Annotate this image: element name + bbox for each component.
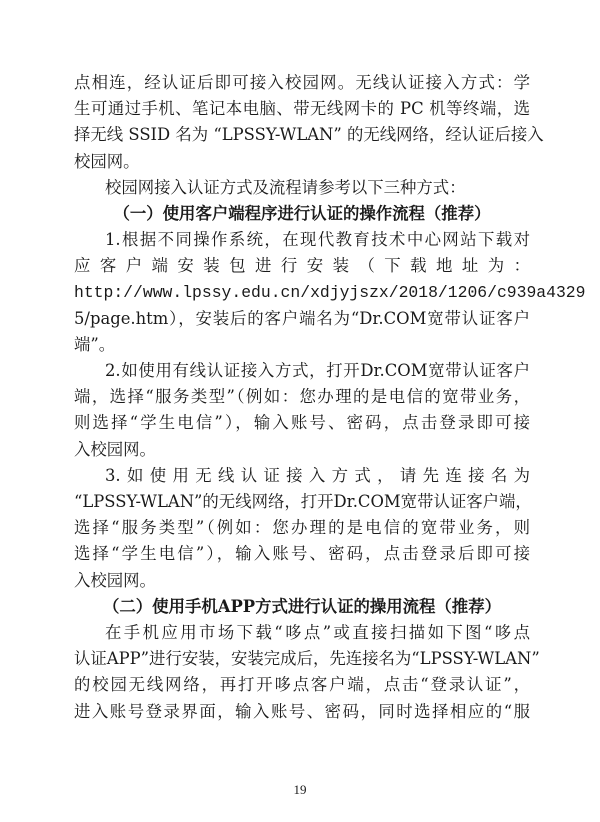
text-line: 进入账号登录界面，输入账号、密码，同时选择相应的“服 [74,701,530,721]
text-line: “LPSSY-WLAN”的无线网络，打开Dr.COM宽带认证客户端， [74,492,532,511]
text-line: 校园网。 [74,151,140,171]
text-line: 生可通过手机、笔记本电脑、带无线网卡的 PC 机等终端，选 [74,99,530,119]
text-line: 择无线 SSID 名为 “LPSSY-WLAN” 的无线网络，经认证后接入 [74,125,544,145]
body-text [74,70,586,725]
text-line: 校园网接入认证方式及流程请参考以下三种方式： [105,177,466,197]
text-line: 选择“服务类型”（例如：您办理的是电信的宽带业务，则 [74,518,530,538]
text-line: 入校园网。 [74,570,156,590]
text-line: 在手机应用市场下载“哆点”或直接扫描如下图“哆点 [105,622,530,642]
text-line: 点相连，经认证后即可接入校园网。无线认证接入方式：学 [74,73,530,92]
text-line: 入校园网。 [74,439,156,459]
download-url-line: http://www.lpssy.edu.cn/xdjyjszx/2018/1206/c939a4329 [74,282,586,302]
section-heading-1: （一）使用客户端程序进行认证的操作流程（推荐） [113,203,491,223]
text-line: 应 客 户 端 安 装 包 进 行 安 装 （ 下 载 地 址 为 ： [74,256,530,276]
text-line: 端，选择“服务类型”（例如：您办理的是电信的宽带业务， [74,387,530,407]
page-number: 19 [293,782,307,797]
text-line: 1.根据不同操作系统，在现代教育技术中心网站下载对 [105,230,530,250]
text-line: 端”。 [74,334,116,354]
text-line: 2.如使用有线认证接入方式，打开Dr.COM宽带认证客户 [105,361,530,381]
text-line: 则选择“学生电信”），输入账号、密码，点击登录即可接 [74,413,530,433]
text-line: 选择“学生电信”），输入账号、密码，点击登录后即可接 [74,544,530,564]
text-line: 3.如使用无线认证接入方式，请先连接名为 [105,465,530,485]
text-line: 认证APP”进行安装，安装完成后，先连接名为“LPSSY-WLAN” [74,649,540,669]
text-line: 5/page.htm），安装后的客户端名为“Dr.COM宽带认证客户 [74,308,530,328]
section-heading-2: （二）使用手机APP方式进行认证的操用流程（推荐） [103,596,501,616]
text-line: 的校园无线网络，再打开哆点客户端，点击“登录认证”， [74,675,530,695]
